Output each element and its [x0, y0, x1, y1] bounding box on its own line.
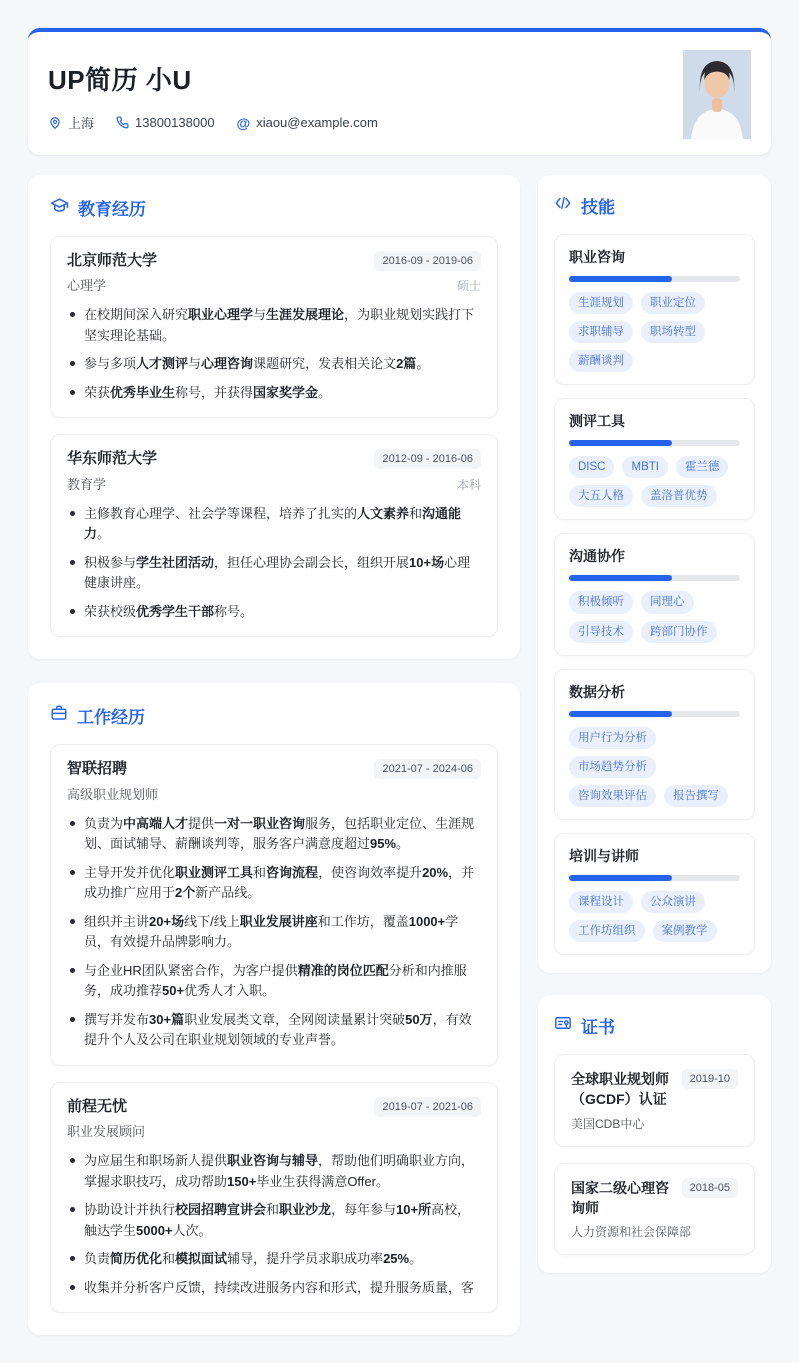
skill-progress-track	[569, 440, 740, 446]
school-name: 北京师范大学	[67, 252, 158, 269]
location-pin-icon	[48, 116, 62, 130]
work-entry-list	[50, 744, 498, 1313]
bullet-list	[67, 1151, 481, 1298]
date-badge: 2021-07 - 2024-06	[374, 759, 481, 779]
skills-section-header	[554, 193, 755, 218]
skill-tag: 盖洛普优势	[641, 485, 717, 507]
education-entry-list	[50, 236, 498, 637]
entry-header-row	[67, 251, 481, 271]
entry-subtitle-row	[67, 784, 481, 803]
certificate-name: 全球职业规划师（GCDF）认证	[571, 1071, 669, 1108]
phone-icon	[116, 116, 129, 129]
contact-email-text: xiaou@example.com	[256, 115, 378, 130]
contact-location-text: 上海	[68, 116, 95, 131]
bullet-item: 参与多项人才测评与心理咨询课题研究，发表相关论文2篇。	[67, 354, 481, 375]
company-name: 前程无忧	[67, 1097, 128, 1115]
bullet-list	[67, 814, 481, 1051]
job-title-label: 职业发展顾问	[67, 1124, 146, 1140]
skill-progress-fill	[569, 875, 672, 881]
company-name: 智联招聘	[67, 760, 128, 778]
skill-tag-list	[569, 292, 740, 372]
portrait-photo-placeholder	[683, 50, 751, 139]
bullet-item: 主导开发并优化职业测评工具和咨询流程，使咨询效率提升20%，并成功推广应用于2个新产品线。	[67, 863, 481, 904]
certificate-issuer: 美国CDB中心	[571, 1116, 645, 1131]
skill-tag-list	[569, 591, 740, 642]
skill-tag: 咨询效果评估	[569, 785, 656, 807]
certificate-entry	[554, 1163, 755, 1256]
skill-group	[554, 398, 755, 520]
skill-progress-fill	[569, 575, 672, 581]
skill-tag: 求职辅导	[569, 321, 633, 343]
skill-tag: 引导技术	[569, 621, 633, 643]
section-title: 证书	[581, 1018, 615, 1038]
bullet-list	[67, 305, 481, 403]
work-entry	[50, 1082, 498, 1313]
education-entry	[50, 434, 498, 637]
bullet-item: 荣获校级优秀学生干部称号。	[67, 602, 481, 623]
skill-group-list	[554, 234, 755, 955]
briefcase-icon	[50, 704, 68, 727]
skill-tag: 薪酬谈判	[569, 350, 633, 372]
skill-tag-list	[569, 891, 740, 942]
skill-progress-fill	[569, 276, 672, 282]
work-entry	[50, 744, 498, 1066]
skill-tag: 霍兰德	[676, 456, 729, 478]
certificate-date-badge: 2019-10	[682, 1069, 738, 1089]
skill-tag: 工作坊组织	[569, 920, 645, 942]
skill-progress-track	[569, 575, 740, 581]
skill-progress-track	[569, 276, 740, 282]
contact-item-phone	[116, 115, 215, 130]
date-badge: 2012-09 - 2016-06	[374, 449, 481, 469]
bullet-item: 负责为中高端人才提供一对一职业咨询服务，包括职业定位、生涯规划、面试辅导、薪酬谈判等，服务客户满意度超过95%。	[67, 814, 481, 855]
section-title: 工作经历	[77, 708, 145, 728]
section-education	[28, 175, 520, 659]
skill-tag: 公众演讲	[641, 891, 705, 913]
section-certificates	[538, 995, 771, 1273]
entry-subtitle-row	[67, 1121, 481, 1140]
certificate-name: 国家二级心理咨询师	[571, 1179, 669, 1217]
skill-tag: 跨部门协作	[641, 621, 717, 643]
degree-label: 硕士	[456, 279, 481, 294]
profile-photo	[683, 50, 751, 139]
entry-subtitle-row	[67, 275, 481, 294]
bullet-item: 收集并分析客户反馈，持续改进服务内容和形式，提升服务质量，客	[67, 1278, 481, 1299]
certificate-icon	[554, 1014, 572, 1037]
date-badge: 2016-09 - 2019-06	[374, 251, 481, 271]
skill-tag: 积极倾听	[569, 591, 633, 613]
skill-tag: 职业定位	[641, 292, 705, 314]
certificate-entry-list	[554, 1054, 755, 1255]
skill-name: 培训与讲师	[569, 847, 639, 864]
certificate-issuer: 人力资源和社会保障部	[571, 1225, 692, 1240]
major-label: 心理学	[67, 278, 107, 294]
contact-row	[48, 113, 378, 132]
page-title: UP简历 小U	[48, 65, 192, 95]
skill-name: 数据分析	[569, 683, 625, 700]
certificates-section-header	[554, 1013, 755, 1038]
graduation-cap-icon	[50, 196, 69, 220]
skill-tag-list	[569, 456, 740, 507]
entry-header-row	[67, 759, 481, 779]
certificate-date-badge: 2018-05	[682, 1178, 738, 1198]
contact-item-location	[48, 113, 94, 132]
code-icon	[554, 194, 572, 217]
contact-phone-text: 13800138000	[135, 115, 215, 130]
contact-item-email	[237, 115, 378, 130]
at-sign-icon: @	[236, 114, 251, 131]
education-entry	[50, 236, 498, 418]
bullet-item: 负责简历优化和模拟面试辅导，提升学员求职成功率25%。	[67, 1249, 481, 1270]
certificate-header-row	[571, 1178, 738, 1219]
school-name: 华东师范大学	[67, 450, 158, 468]
skill-tag: 大五人格	[569, 485, 633, 507]
resume-header	[28, 28, 771, 155]
skill-group	[554, 234, 755, 385]
skill-group	[554, 833, 755, 955]
certificate-header-row	[571, 1069, 738, 1110]
skill-tag-list	[569, 727, 740, 807]
major-label: 教育学	[67, 476, 107, 492]
bullet-item: 与企业HR团队紧密合作，为客户提供精准的岗位匹配分析和内推服务，成功推荐50+优秀人才入职。	[67, 961, 481, 1002]
date-badge: 2019-07 - 2021-06	[374, 1097, 481, 1117]
skill-name: 职业咨询	[569, 249, 625, 265]
bullet-item: 积极参与学生社团活动，担任心理协会副会长，组织开展10+场心理健康讲座。	[67, 553, 481, 594]
skill-tag: DISC	[569, 456, 614, 478]
entry-header-row	[67, 449, 481, 469]
certificate-entry	[554, 1054, 755, 1147]
header-info	[48, 50, 378, 132]
section-title: 教育经历	[78, 200, 146, 219]
skill-progress-track	[569, 711, 740, 717]
bullet-item: 协助设计并执行校园招聘宣讲会和职业沙龙，每年参与10+所高校，触达学生5000+人次。	[67, 1200, 481, 1241]
skill-progress-track	[569, 875, 740, 881]
bullet-item: 撰写并发布30+篇职业发展类文章，全网阅读量累计突破50万，有效提升个人及公司在职业规划领域的专业声誉。	[67, 1010, 481, 1051]
bullet-item: 组织并主讲20+场线下/线上职业发展讲座和工作坊，覆盖1000+学员，有效提升品牌影响力。	[67, 912, 481, 953]
skill-name: 沟通协作	[569, 548, 625, 565]
bullet-list	[67, 504, 481, 623]
skill-tag: 市场趋势分析	[569, 756, 656, 778]
entry-header-row	[67, 1097, 481, 1117]
section-title: 技能	[581, 198, 615, 217]
bullet-item: 为应届生和职场新人提供职业咨询与辅导，帮助他们明确职业方向，掌握求职技巧，成功帮助150+毕业生获得满意Offer。	[67, 1151, 481, 1192]
skill-tag: 课程设计	[569, 891, 633, 913]
skill-progress-fill	[569, 711, 672, 717]
section-work	[28, 683, 520, 1335]
content-columns	[28, 175, 771, 1335]
skill-tag: 同理心	[641, 591, 694, 613]
left-column	[28, 175, 520, 1335]
entry-subtitle-row	[67, 474, 481, 493]
skill-progress-fill	[569, 440, 672, 446]
degree-label: 本科	[456, 477, 481, 492]
skill-tag: 职场转型	[641, 321, 705, 343]
bullet-item: 荣获优秀毕业生称号，并获得国家奖学金。	[67, 383, 481, 404]
job-title-label: 高级职业规划师	[67, 786, 159, 802]
skill-tag: 用户行为分析	[569, 727, 656, 749]
education-section-header	[50, 195, 498, 220]
bullet-item: 主修教育心理学、社会学等课程，培养了扎实的人文素养和沟通能力。	[67, 504, 481, 545]
skill-tag: 报告撰写	[664, 785, 728, 807]
skill-tag: MBTI	[622, 456, 667, 478]
work-section-header	[50, 703, 498, 728]
bullet-item: 在校期间深入研究职业心理学与生涯发展理论，为职业规划实践打下坚实理论基础。	[67, 305, 481, 346]
section-skills	[538, 175, 771, 973]
skill-name: 测评工具	[569, 413, 625, 430]
skill-tag: 案例教学	[653, 920, 717, 942]
skill-group	[554, 533, 755, 655]
right-column	[538, 175, 771, 1273]
skill-tag: 生涯规划	[569, 292, 633, 314]
skill-group	[554, 669, 755, 820]
